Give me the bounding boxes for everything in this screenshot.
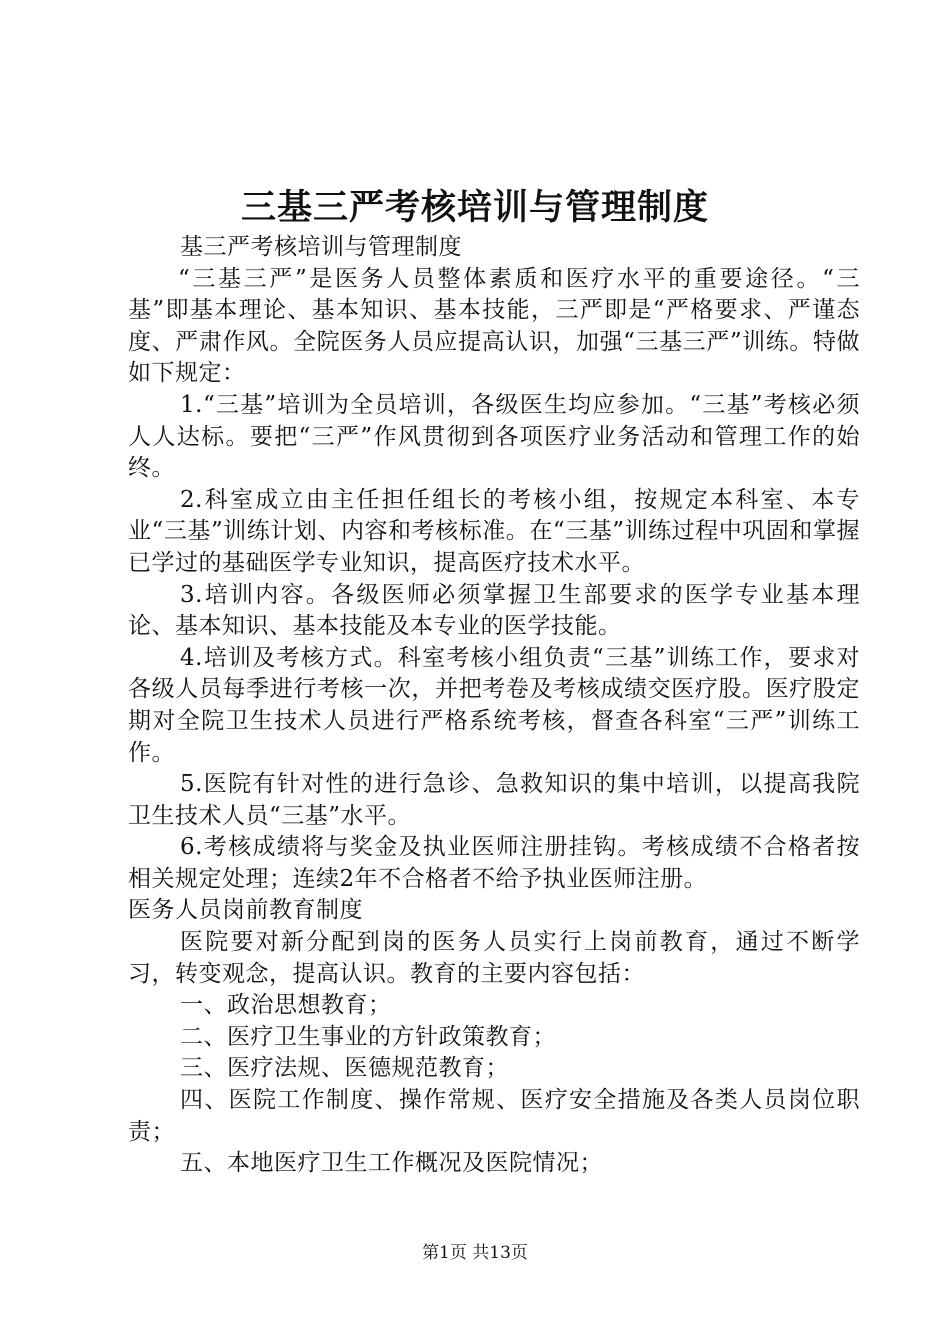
page-number-footer: 第1页 共13页: [422, 1243, 528, 1263]
paragraph: 1.“三基”培训为全员培训，各级医生均应参加。“三基”考核必须人人达标。要把“三严”作风贯彻到各项医疗业务活动和管理工作的始终。: [128, 391, 860, 482]
list-item: 一、政治思想教育；: [180, 992, 392, 1019]
list-item: 五、本地医疗卫生工作概况及医院情况；: [180, 1150, 603, 1177]
list-item: 二、医疗卫生事业的方针政策教育；: [180, 1023, 556, 1050]
section-heading: 医务人员岗前教育制度: [128, 897, 363, 924]
document-body: [128, 232, 860, 1180]
paragraph: 3.培训内容。各级医师必须掌握卫生部要求的医学专业基本理论、基本知识、基本技能及本专业的医学技能。: [128, 581, 860, 640]
paragraph: 医院要对新分配到岗的医务人员实行上岗前教育，通过不断学习，转变观念，提高认识。教育的主要内容包括：: [128, 929, 860, 987]
paragraph: 2.科室成立由主任担任组长的考核小组，按规定本科室、本专业“三基”训练计划、内容和考核标准。在“三基”训练过程中巩固和掌握已学过的基础医学专业知识，提高医疗技术水平。: [128, 486, 860, 576]
paragraph: 5.医院有针对性的进行急诊、急救知识的集中培训，以提高我院卫生技术人员“三基”水平。: [128, 771, 860, 829]
paragraph: 4.培训及考核方式。科室考核小组负责“三基”训练工作，要求对各级人员每季进行考核一次，并把考卷及考核成绩交医疗股。医疗股定期对全院卫生技术人员进行严格系统考核，督查各科室“三严”训练工作。: [128, 644, 860, 766]
document-title: 三基三严考核培训与管理制度: [240, 187, 709, 228]
paragraph: 基三严考核培训与管理制度: [180, 234, 462, 260]
list-item: 三、医疗法规、医德规范教育；: [180, 1055, 509, 1082]
list-item: 四、医院工作制度、操作常规、医疗安全措施及各类人员岗位职责；: [128, 1087, 860, 1145]
paragraph: 6.考核成绩将与奖金及执业医师注册挂钩。考核成绩不合格者按相关规定处理；连续2年不合格者不给予执业医师注册。: [128, 834, 860, 892]
paragraph: “三基三严”是医务人员整体素质和医疗水平的重要途径。“三基”即基本理论、基本知识、基本技能，三严即是“严格要求、严谨态度、严肃作风。全院医务人员应提高认识，加强“三基三严”训练。特做如下规定：: [128, 265, 860, 387]
